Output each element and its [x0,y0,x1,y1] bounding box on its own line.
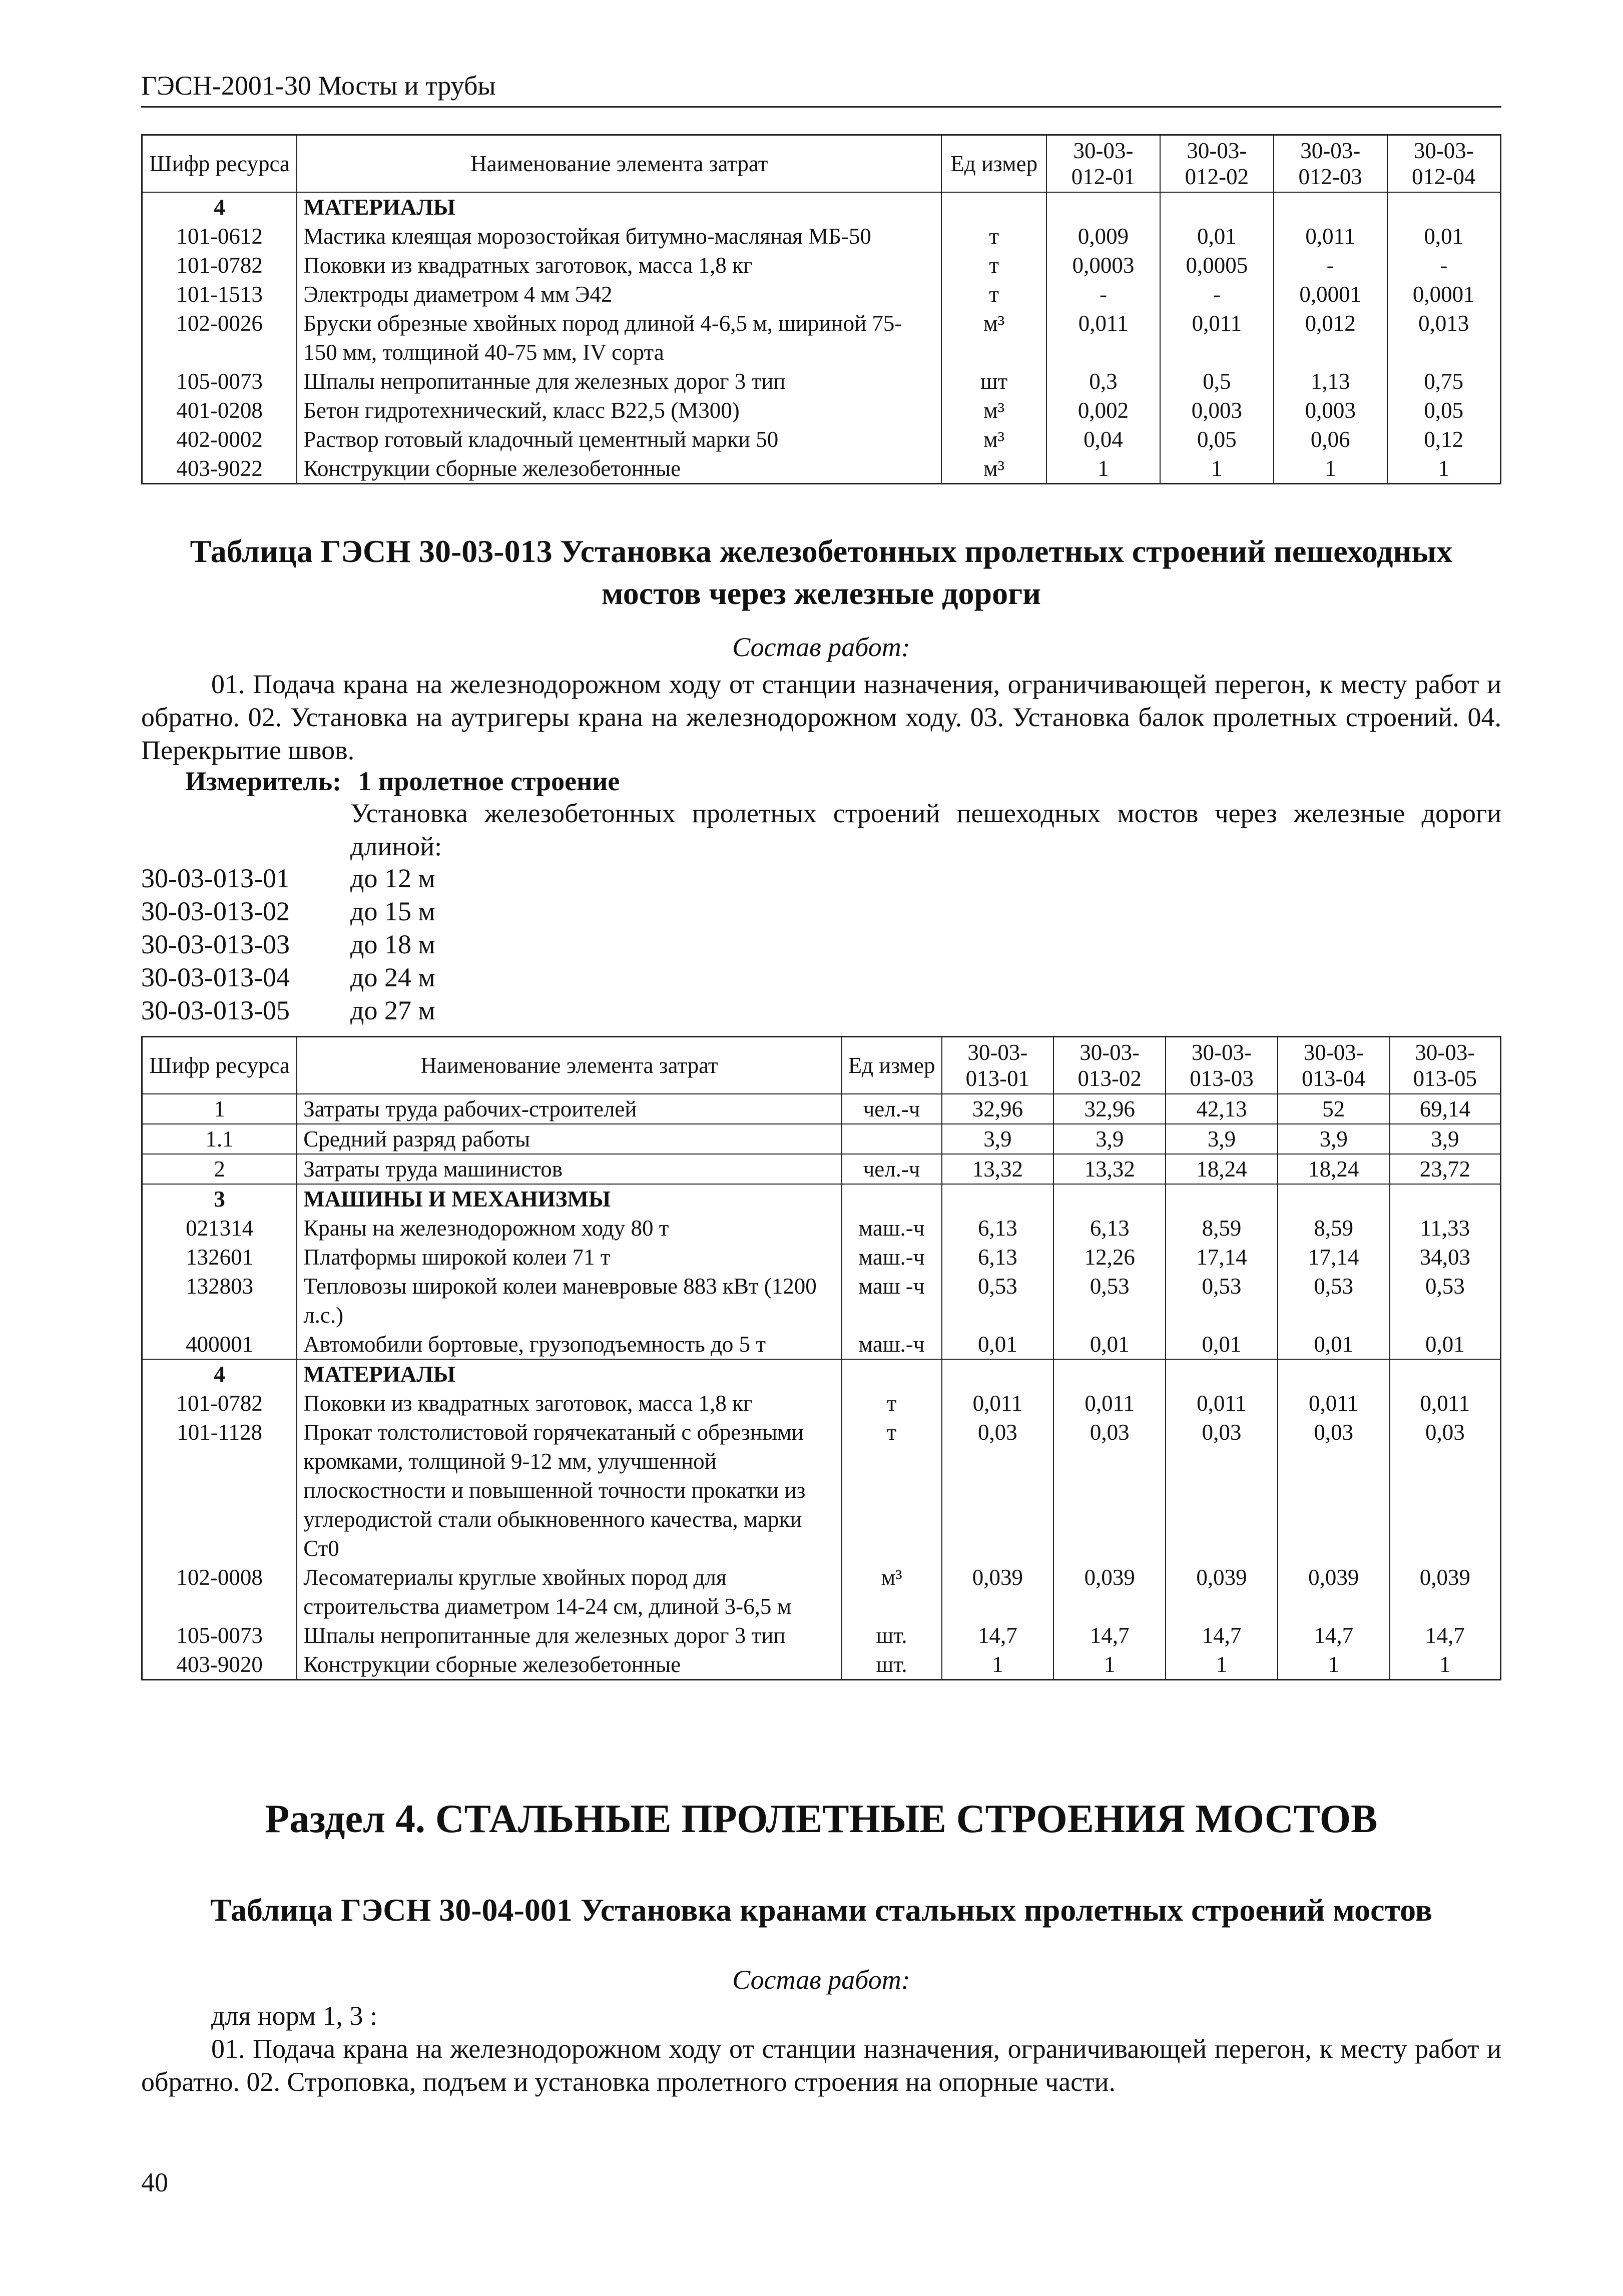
norm-item [141,994,435,1027]
table-row [142,1330,1501,1359]
table-cell: шт [941,367,1046,396]
table-cell: 3,9 [942,1124,1054,1154]
table-cell [1053,1359,1166,1389]
sostav-text: 01. Подача крана на железнодорожном ходу от станции назначения, ограничивающей перегон, к месту работ и обратно. 02. Установка на аутригеры крана на железнодорожном ходу. 03. Установка балок пролетных строений. 04. Перекрытие швов. [141,669,1501,765]
table-cell: 14,7 [1390,1621,1501,1650]
column-header: 30-03- 013-04 [1278,1037,1390,1094]
norm-codes-list [141,862,435,1027]
table-cell: 0,12 [1387,425,1501,454]
table-cell: 1,13 [1274,367,1387,396]
table-cell: 0,011 [1274,222,1387,251]
table-cell: 17,14 [1166,1243,1278,1272]
table-cell: 2 [142,1154,297,1184]
sostav-text-2: 01. Подача крана на железнодорожном ходу от станции назначения, ограничивающей перегон, к месту работ и обратно. 02. Строповка, подъем и установка пролетного строения на опорные части. [141,2034,1501,2097]
table-cell [1166,1359,1278,1389]
table-cell: 18,24 [1166,1154,1278,1184]
table-cell: Бетон гидротехнический, класс В22,5 (М300) [297,396,941,425]
table-cell: 6,13 [942,1214,1054,1243]
measure-value: 1 пролетное строение [358,766,620,796]
table-cell: 0,0005 [1160,251,1274,280]
table-cell: 105-0073 [142,367,297,396]
table-cell: Поковки из квадратных заготовок, масса 1,8 кг [297,1389,841,1418]
table-row [142,1154,1501,1184]
table-row [142,1389,1501,1418]
table-cell: т [842,1418,942,1563]
table-cell: маш.-ч [842,1214,942,1243]
table-cell: 0,53 [1390,1272,1501,1330]
table-cell: 0,002 [1046,396,1160,425]
table-cell: 32,96 [942,1094,1054,1124]
table-cell: - [1274,251,1387,280]
sostav-label: Состав работ: [732,632,910,662]
table-cell: 0,01 [1053,1330,1166,1359]
table-cell: 69,14 [1390,1094,1501,1124]
table-cell: чел.-ч [842,1154,942,1184]
table-cell: 18,24 [1278,1154,1390,1184]
table-cell: 3 [142,1184,297,1214]
table-cell: Бруски обрезные хвойных пород длиной 4-6,5 м, шириной 75-150 мм, толщиной 40-75 мм, IV сорта [297,309,941,367]
table-cell: 3,9 [1278,1124,1390,1154]
table-cell [1387,192,1501,222]
table-cell: - [1160,280,1274,309]
table-cell: 0,03 [1166,1418,1278,1563]
table-row [142,1621,1501,1650]
table-cell: 402-0002 [142,425,297,454]
table-cell: 0,3 [1046,367,1160,396]
column-header: 30-03- 012-04 [1387,135,1501,193]
table-row [142,1272,1501,1330]
table-cell: Шпалы непропитанные для железных дорог 3 тип [297,367,941,396]
table-cell: 0,01 [1160,222,1274,251]
table-row [142,1124,1501,1154]
table-cell [1053,1184,1166,1214]
table-row [142,425,1501,454]
norm-code: 30-03-013-04 [141,962,290,992]
table-cell: 1 [1387,454,1501,484]
table-row [142,1563,1501,1621]
table-cell: 8,59 [1278,1214,1390,1243]
norms-line: для норм 1, 3 : [211,2001,378,2031]
table-cell: 14,7 [1166,1621,1278,1650]
table-cell: 4 [142,1359,297,1389]
table-cell: маш.-ч [842,1243,942,1272]
table-cell: 8,59 [1166,1214,1278,1243]
table-cell: м³ [941,454,1046,484]
column-header: Ед измер [842,1037,942,1094]
table-cell: 1 [1278,1650,1390,1680]
table-cell: т [941,222,1046,251]
table-cell: 0,011 [1278,1389,1390,1418]
table-cell: 0,5 [1160,367,1274,396]
table-cell: 403-9020 [142,1650,297,1680]
table-cell: 101-0612 [142,222,297,251]
table-row [142,396,1501,425]
column-header: 30-03- 013-03 [1166,1037,1278,1094]
table-cell: 1 [1166,1650,1278,1680]
table-row [142,1184,1501,1214]
table-cell: 403-9022 [142,454,297,484]
table-row [142,192,1501,222]
table-row [142,280,1501,309]
table-cell: 101-0782 [142,1389,297,1418]
table-cell: 0,53 [1278,1272,1390,1330]
table-cell: 0,039 [942,1563,1054,1621]
norm-intro: Установка железобетонных пролетных строений пешеходных мостов через железные дороги длиной: [350,798,1501,861]
table-cell: шт. [842,1650,942,1680]
table-cell: 0,03 [942,1418,1054,1563]
norm-text: до 18 м [350,929,435,959]
table-cell [1278,1184,1390,1214]
table-cell [1160,192,1274,222]
table-cell: Прокат толстолистовой горячекатаный с обрезными кромками, толщиной 9-12 мм, улучшенной плоскостности и повышенной точности прокатки из углеродистой стали обыкновенного качества, марки Ст0 [297,1418,841,1563]
table-row [142,1359,1501,1389]
table-cell: 11,33 [1390,1214,1501,1243]
norm-text: до 27 м [350,995,435,1025]
table-cell: 4 [142,192,297,222]
table-cell: 1.1 [142,1124,297,1154]
table-cell: 0,53 [1166,1272,1278,1330]
table-cell: 0,009 [1046,222,1160,251]
norm-code: 30-03-013-05 [141,995,290,1025]
table-cell: - [1046,280,1160,309]
table-cell: 0,06 [1274,425,1387,454]
table-cell: 0,011 [1390,1389,1501,1418]
page-header: ГЭСН-2001-30 Мосты и трубы [141,70,1501,108]
table-cell: 1 [142,1094,297,1124]
table-cell: Платформы широкой колеи 71 т [297,1243,841,1272]
table-cell: 1 [942,1650,1054,1680]
table-cell: 101-1128 [142,1418,297,1563]
table-cell: 1 [1160,454,1274,484]
table-cell: 0,039 [1278,1563,1390,1621]
table-cell: 0,012 [1274,309,1387,367]
table-cell: 0,039 [1166,1563,1278,1621]
column-header: Шифр ресурса [142,1037,297,1094]
table-cell: Автомобили бортовые, грузоподъемность до 5 т [297,1330,841,1359]
column-header: 30-03- 012-02 [1160,135,1274,193]
table-title-30-04-001: Таблица ГЭСН 30-04-001 Установка кранами стальных пролетных строений мостов [210,1892,1433,1928]
norm-code: 30-03-013-01 [141,863,290,893]
table-cell: 0,75 [1387,367,1501,396]
table-cell: Тепловозы широкой колеи маневровые 883 кВт (1200 л.с.) [297,1272,841,1330]
table-cell: шт. [842,1621,942,1650]
table-cell: 132803 [142,1272,297,1330]
table-cell: МАТЕРИАЛЫ [297,192,941,222]
table-cell [842,1359,942,1389]
table-cell: 0,01 [1387,222,1501,251]
column-header: Наименование элемента затрат [297,135,941,193]
table-cell [1046,192,1160,222]
table-cell: 0,003 [1160,396,1274,425]
table-cell: 0,011 [942,1389,1054,1418]
norm-item [141,895,435,928]
table-cell: Затраты труда рабочих-строителей [297,1094,841,1124]
materials-table-30-03-012 [141,134,1501,484]
table-cell: Шпалы непропитанные для железных дорог 3 тип [297,1621,841,1650]
column-header: 30-03- 012-01 [1046,135,1160,193]
norm-code: 30-03-013-02 [141,896,290,926]
table-row [142,1214,1501,1243]
sostav-label-2: Состав работ: [732,1965,910,1995]
table-cell: - [1387,251,1501,280]
table-cell: 52 [1278,1094,1390,1124]
column-header: 30-03- 013-01 [942,1037,1054,1094]
table-cell: 13,32 [942,1154,1054,1184]
norm-text: до 12 м [350,863,435,893]
table-cell: 6,13 [942,1243,1054,1272]
table-cell: 101-0782 [142,251,297,280]
table-row [142,251,1501,280]
table-cell: маш -ч [842,1272,942,1330]
table-cell: 17,14 [1278,1243,1390,1272]
table-row [142,367,1501,396]
table-cell [1274,192,1387,222]
column-header: Наименование элемента затрат [297,1037,841,1094]
table-cell: МАТЕРИАЛЫ [297,1359,841,1389]
table-row [142,1418,1501,1563]
table-cell: чел.-ч [842,1094,942,1124]
table-cell [941,192,1046,222]
table-cell: 1 [1274,454,1387,484]
norm-text: до 15 м [350,896,435,926]
table-cell: Конструкции сборные железобетонные [297,454,941,484]
table-cell: 34,03 [1390,1243,1501,1272]
table-cell: 0,01 [1390,1330,1501,1359]
table-cell [1278,1359,1390,1389]
table-cell: 105-0073 [142,1621,297,1650]
table-cell: 0,04 [1046,425,1160,454]
table-cell: 0,0003 [1046,251,1160,280]
table-cell: 401-0208 [142,396,297,425]
table-cell: 1 [1053,1650,1166,1680]
table-cell: 14,7 [1278,1621,1390,1650]
norm-item [141,862,435,895]
table-cell: 0,011 [1046,309,1160,367]
table-cell: Мастика клеящая морозостойкая битумно-масляная МБ-50 [297,222,941,251]
table-cell: 12,26 [1053,1243,1166,1272]
table-cell: МАШИНЫ И МЕХАНИЗМЫ [297,1184,841,1214]
table-cell: 13,32 [1053,1154,1166,1184]
table-cell: 101-1513 [142,280,297,309]
table-cell: 32,96 [1053,1094,1166,1124]
column-header: 30-03- 013-02 [1053,1037,1166,1094]
table-cell: 0,011 [1166,1389,1278,1418]
table-cell [1390,1184,1501,1214]
table-row [142,1650,1501,1680]
table-cell: 0,01 [1166,1330,1278,1359]
page-number: 40 [141,2167,168,2197]
table-row [142,222,1501,251]
table-cell: 0,03 [1053,1418,1166,1563]
table-cell: 400001 [142,1330,297,1359]
resources-table-30-03-013 [141,1036,1501,1680]
table-cell: Затраты труда машинистов [297,1154,841,1184]
table-cell: 0,003 [1274,396,1387,425]
table-cell: Краны на железнодорожном ходу 80 т [297,1214,841,1243]
table-row [142,1094,1501,1124]
table-cell: 6,13 [1053,1214,1166,1243]
table-cell: 3,9 [1166,1124,1278,1154]
table-cell: м³ [842,1563,942,1621]
table-cell: 0,0001 [1387,280,1501,309]
table-cell: Конструкции сборные железобетонные [297,1650,841,1680]
table-cell: т [941,251,1046,280]
table-cell [842,1124,942,1154]
table-cell: 14,7 [1053,1621,1166,1650]
table-title-30-03-013: Таблица ГЭСН 30-03-013 Установка железобетонных пролетных строений пешеходных мостов через железные дороги [190,533,1453,611]
table-cell: 021314 [142,1214,297,1243]
table-cell: Средний разряд работы [297,1124,841,1154]
table-cell [1390,1359,1501,1389]
table-cell: Поковки из квадратных заготовок, масса 1,8 кг [297,251,941,280]
table-cell: 0,013 [1387,309,1501,367]
table-cell: 132601 [142,1243,297,1272]
table-cell: 0,05 [1387,396,1501,425]
table-cell: 0,53 [1053,1272,1166,1330]
table-cell: 0,03 [1278,1418,1390,1563]
table-cell: 14,7 [942,1621,1054,1650]
table-cell: 3,9 [1053,1124,1166,1154]
table-cell: м³ [941,309,1046,367]
table-cell: 3,9 [1390,1124,1501,1154]
table-cell: 0,011 [1053,1389,1166,1418]
table-cell: 1 [1046,454,1160,484]
table-cell: 0,01 [942,1330,1054,1359]
norm-item [141,928,435,961]
table-cell: 102-0026 [142,309,297,367]
table-cell: м³ [941,396,1046,425]
table-cell: 102-0008 [142,1563,297,1621]
table-cell [1166,1184,1278,1214]
measure-line [185,766,620,797]
table-cell: 0,53 [942,1272,1054,1330]
table-cell: 23,72 [1390,1154,1501,1184]
table-cell: 0,03 [1390,1418,1501,1563]
table-cell: Лесоматериалы круглые хвойных пород для строительства диаметром 14-24 см, длиной 3-6,5 м [297,1563,841,1621]
table-cell: т [842,1389,942,1418]
table-cell: 0,0001 [1274,280,1387,309]
table-cell: Электроды диаметром 4 мм Э42 [297,280,941,309]
table-cell: 0,039 [1390,1563,1501,1621]
column-header: 30-03- 012-03 [1274,135,1387,193]
table-cell: м³ [941,425,1046,454]
norm-code: 30-03-013-03 [141,929,290,959]
table-row [142,454,1501,484]
table-cell [942,1184,1054,1214]
table-cell: маш.-ч [842,1330,942,1359]
column-header: Ед измер [941,135,1046,193]
section-heading: Раздел 4. СТАЛЬНЫЕ ПРОЛЕТНЫЕ СТРОЕНИЯ МОСТОВ [265,1797,1378,1841]
table-cell: 0,05 [1160,425,1274,454]
table-cell: 0,011 [1160,309,1274,367]
norm-text: до 24 м [350,962,435,992]
table-cell: 0,01 [1278,1330,1390,1359]
table-row [142,309,1501,367]
table-cell: 1 [1390,1650,1501,1680]
measure-label: Измеритель: [185,766,342,796]
column-header: Шифр ресурса [142,135,297,193]
table-cell: 42,13 [1166,1094,1278,1124]
table-cell: 0,039 [1053,1563,1166,1621]
column-header: 30-03- 013-05 [1390,1037,1501,1094]
table-cell [842,1184,942,1214]
table-cell [942,1359,1054,1389]
table-cell: т [941,280,1046,309]
table-row [142,1243,1501,1272]
norm-item [141,961,435,994]
table-cell: Раствор готовый кладочный цементный марки 50 [297,425,941,454]
